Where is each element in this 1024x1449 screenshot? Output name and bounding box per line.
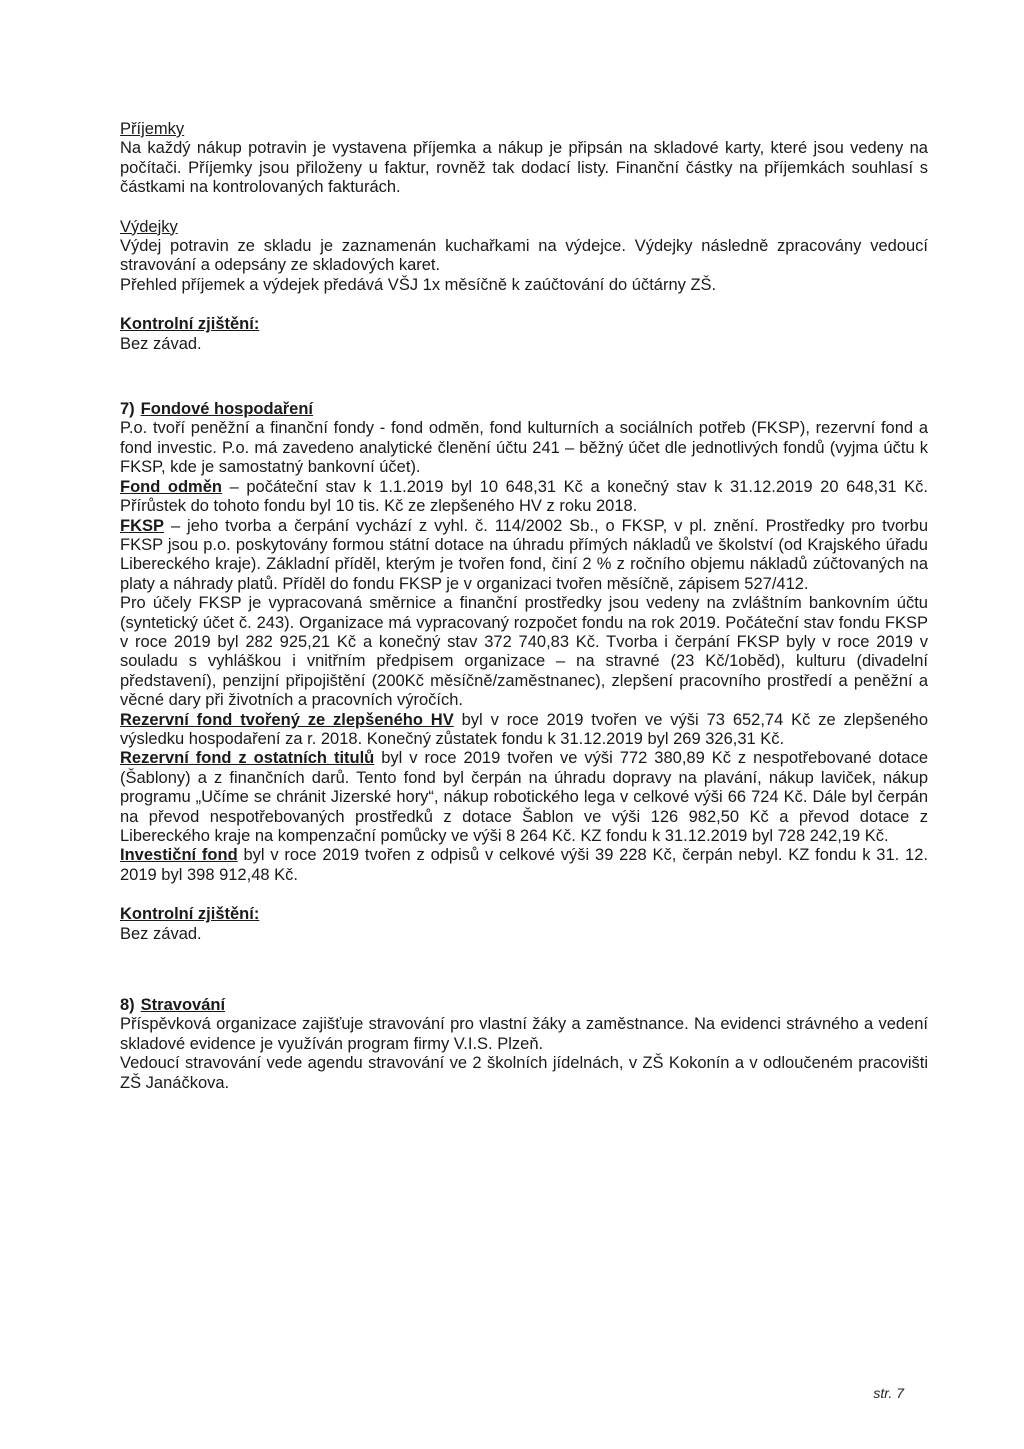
- section-8-number: 8): [120, 996, 135, 1015]
- fksp-text: – jeho tvorba a čerpání vychází z vyhl. č. 114/2002 Sb., o FKSP, v pl. znění. Prostředky pro tvorbu FKSP jsou p.o. poskytovány formou státní dotace na úhradu přímých nákladů ve školství (od Krajského úřadu Libereckého kraje). Základní příděl, kterým je tvořen fond, činí 2 % z ročního objemu nákladů zúčtovaných na platy a náhrady platů. Příděl do fondu FKSP je v organizaci tvořen měsíčně, zápisem 527/412.: [120, 516, 928, 593]
- vydejky-text: Výdej potravin ze skladu je zaznamenán kuchařkami na výdejce. Výdejky následně zpracovány vedoucí stravování a odepsány ze skladových karet.: [120, 237, 928, 275]
- section-7-title: Fondové hospodaření: [140, 400, 314, 419]
- fksp-label: FKSP: [120, 516, 165, 535]
- rf-ost-paragraph: [120, 749, 928, 846]
- section-7-intro: P.o. tvoří peněžní a finanční fondy - fond odměn, fond kulturních a sociálních potřeb (FKSP), rezervní fond a fond investic. P.o. má zavedeno analytické členění účtu 241 – běžný účet dle jednotlivých fondů (vyjma účtu k FKSP, kde je samostatný bankovní účet).: [120, 419, 928, 477]
- section-8-heading: [120, 996, 928, 1015]
- fond-odmen-text: – počáteční stav k 1.1.2019 byl 10 648,31 Kč a konečný stav k 31.12.2019 20 648,31 Kč. Přírůstek do tohoto fondu byl 10 tis. Kč ze zlepšeného HV z roku 2018.: [120, 477, 929, 516]
- section-8-title: Stravování: [140, 996, 226, 1015]
- section-8-text-1: Příspěvková organizace zajišťuje stravování pro vlastní žáky a zaměstnance. Na evidenci strávného a vedení skladové evidence je využíván program firmy V.I.S. Plzeň.: [120, 1015, 928, 1053]
- fond-odmen-paragraph: [120, 478, 928, 517]
- page-number: str. 7: [873, 1385, 904, 1401]
- inv-paragraph: [120, 846, 928, 885]
- rf-hv-paragraph: [120, 711, 928, 750]
- page-content: [120, 120, 928, 1093]
- vydejky-text-2: Přehled příjemek a výdejek předává VŠJ 1x měsíčně k zaúčtování do účtárny ZŠ.: [120, 275, 717, 294]
- rf-ost-text: byl v roce 2019 tvořen ve výši 772 380,89 Kč z nespotřebované dotace (Šablony) a z finančních darů. Tento fond byl čerpán na úhradu dopravy na plavání, nákup laviček, nákup programu „Učíme se chránit Jizerské hory“, nákup robotického lega v celkové výši 66 724 Kč. Dále byl čerpán na převod nespotřebovaných prostředků z dotace Šablon ve výši 126 982,50 Kč a převod dotace z Libereckého kraje na kompenzační pomůcky ve výši 8 264 Kč. KZ fondu k 31.12.2019 byl 728 242,19 Kč.: [120, 749, 928, 845]
- fksp-paragraph: [120, 517, 928, 595]
- rf-ost-label: Rezervní fond z ostatních titulů: [120, 749, 375, 768]
- rf-hv-label: Rezervní fond tvořený ze zlepšeného HV: [120, 710, 454, 729]
- fond-odmen-label: Fond odměn: [120, 477, 222, 496]
- kontrola-heading-2: Kontrolní zjištění:: [120, 905, 260, 924]
- section-7-number: 7): [120, 400, 135, 419]
- kontrola-text-2: Bez závad.: [120, 924, 202, 943]
- inv-label: Investiční fond: [120, 846, 238, 865]
- inv-text: byl v roce 2019 tvořen z odpisů v celkové výši 39 228 Kč, čerpán nebyl. KZ fondu k 31. 12. 2019 byl 398 912,48 Kč.: [120, 846, 928, 884]
- prijemky-text: Na každý nákup potravin je vystavena příjemka a nákup je připsán na skladové karty, které jsou vedeny na počítači. Příjemky jsou přiloženy u faktur, rovněž tak dodací listy. Finanční částky na příjemkách souhlasí s částkami na kontrolovaných fakturách.: [120, 139, 928, 197]
- fksp-paragraph-2: Pro účely FKSP je vypracovaná směrnice a finanční prostředky jsou vedeny na zvláštním bankovním účtu (syntetický účet č. 243). Organizace má vypracovaný rozpočet fondu na rok 2019. Počáteční stav fondu FKSP v roce 2019 byl 282 925,21 Kč a konečný stav 372 740,83 Kč. Tvorba i čerpání FKSP byly v roce 2019 v souladu s vyhláškou i vnitřním předpisem organizace – na stravné (23 Kč/1oběd), kulturu (divadelní představení), penzijní připojištění (200Kč měsíčně/zaměstnanec), zlepšení pracovního prostředí a peněžní a věcné dary při životních a pracovních výročích.: [120, 594, 928, 710]
- kontrola-heading-1: Kontrolní zjištění:: [120, 315, 260, 334]
- section-8-text-2: Vedoucí stravování vede agendu stravování ve 2 školních jídelnách, v ZŠ Kokonín a v odloučeném pracovišti ZŠ Janáčkova.: [120, 1054, 928, 1092]
- rf-hv-text: byl v roce 2019 tvořen ve výši 73 652,74 Kč ze zlepšeného výsledku hospodaření za r. 2018. Konečný zůstatek fondu k 31.12.2019 byl 269 326,31 Kč.: [120, 710, 928, 748]
- vydejky-heading: Výdejky: [120, 217, 178, 236]
- kontrola-text-1: Bez závad.: [120, 334, 202, 353]
- section-7-heading: [120, 400, 928, 419]
- prijemky-heading: Příjemky: [120, 120, 185, 138]
